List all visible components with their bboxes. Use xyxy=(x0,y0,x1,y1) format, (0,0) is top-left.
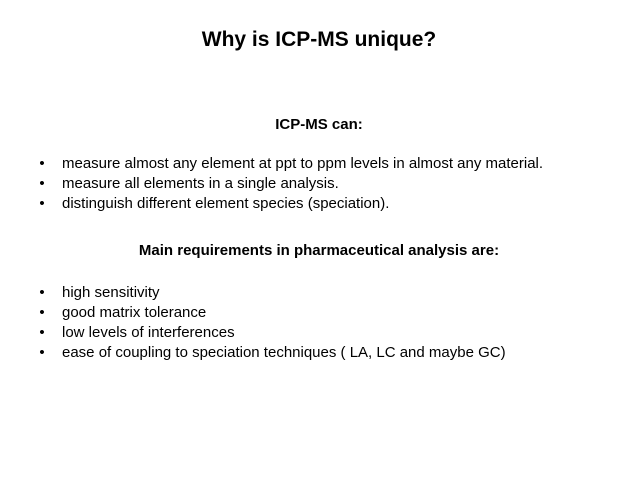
list-item xyxy=(0,154,543,174)
list-item-text: low levels of interferences xyxy=(62,324,235,341)
list-item xyxy=(0,194,543,214)
bullet-icon: • xyxy=(39,324,45,341)
list-item xyxy=(0,303,506,323)
list-item xyxy=(0,283,506,303)
list-item-text: measure all elements in a single analysis. xyxy=(62,175,339,192)
list-item-text: good matrix tolerance xyxy=(62,304,207,321)
list-item-text: measure almost any element at ppt to ppm levels in almost any material. xyxy=(62,155,544,172)
section-heading-requirements: Main requirements in pharmaceutical analysis are: xyxy=(138,242,500,259)
capabilities-list xyxy=(0,154,543,214)
list-item-text: ease of coupling to speciation techniques ( LA, LC and maybe GC) xyxy=(62,344,506,361)
bullet-icon: • xyxy=(39,344,45,361)
bullet-icon: • xyxy=(39,284,45,301)
list-item xyxy=(0,174,543,194)
list-item xyxy=(0,323,506,343)
bullet-icon: • xyxy=(39,155,45,172)
bullet-icon: • xyxy=(39,175,45,192)
section-heading-capabilities: ICP-MS can: xyxy=(275,116,363,133)
list-item-text: high sensitivity xyxy=(62,284,160,301)
list-item xyxy=(0,343,506,363)
slide-title: Why is ICP-MS unique? xyxy=(201,28,437,51)
bullet-icon: • xyxy=(39,195,45,212)
bullet-icon: • xyxy=(39,304,45,321)
list-item-text: distinguish different element species (speciation). xyxy=(62,195,390,212)
requirements-list xyxy=(0,283,506,363)
